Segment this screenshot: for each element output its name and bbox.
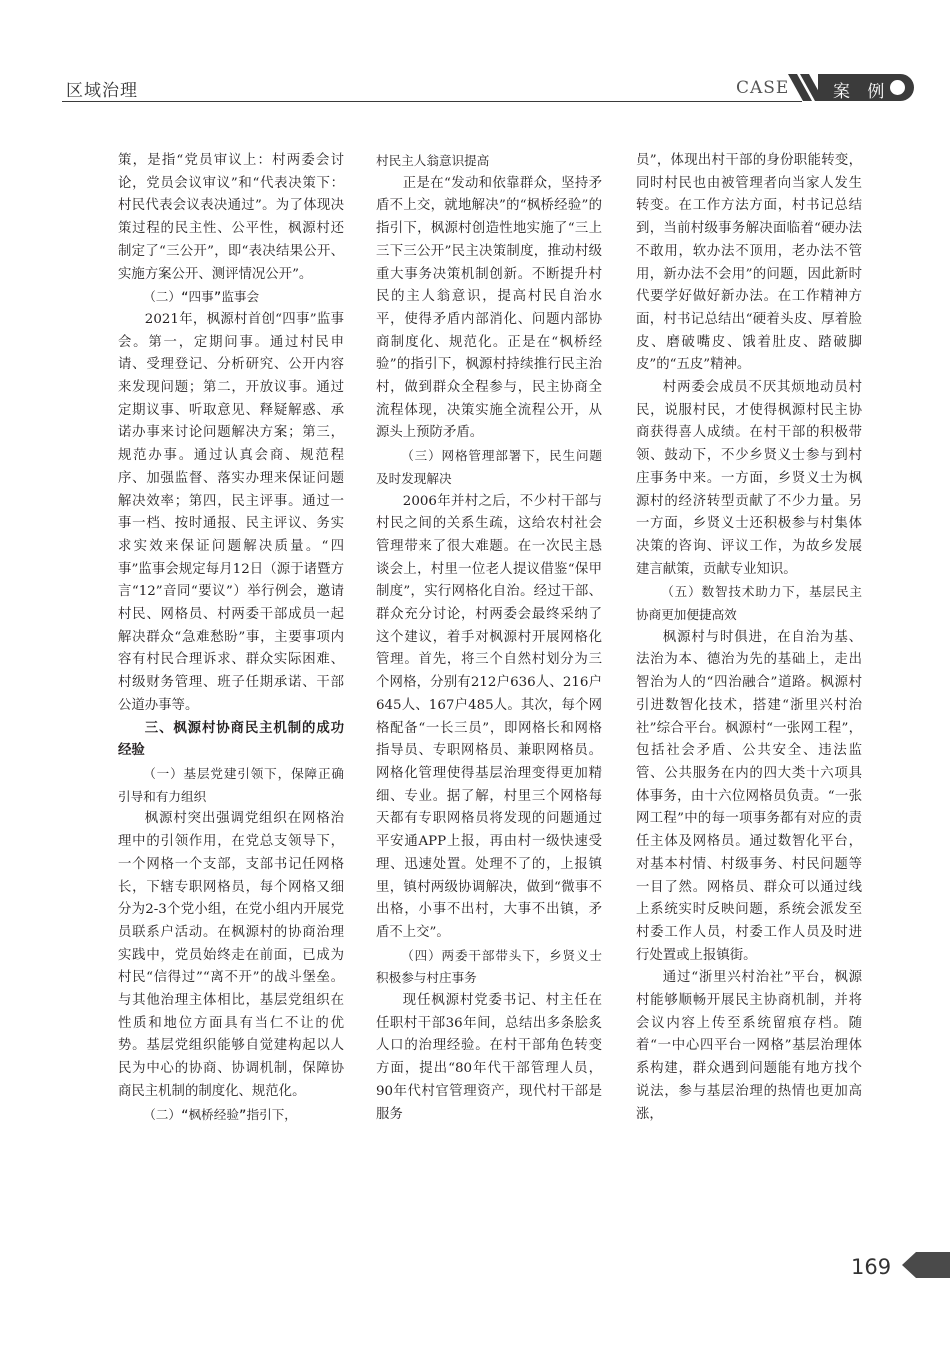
section-label: 区域治理 bbox=[66, 81, 138, 101]
page-number: 169 bbox=[851, 1255, 892, 1279]
subsection-heading: （一）基层党建引领下，保障正确引导和有力组织 bbox=[118, 765, 344, 804]
body-paragraph: 枫源村突出强调党组织在网格治理中的引领作用，在党总支领导下，一个网格一个支部，支部书记任网格长，下辖专职网格员，每个网格又细分为2-3个党小组，在党小组内开展党员联系户活动。在枫源村的协商治理实践中，党员始终走在前面，已成为村民“信得过”“离不开”的战斗堡垒。与其他治理主体相比，基层党组织在性质和地位方面具有当仁不让的优势。基层党组织能够自觉建构起以人民为中心的协商、协调机制，保障协商民主机制的制度化、规范化。 bbox=[118, 811, 344, 1099]
page-tab-icon bbox=[902, 1252, 950, 1278]
subsection-heading: （三）网格管理部署下，民生问题及时发现解决 bbox=[376, 448, 602, 486]
header-rule bbox=[62, 101, 802, 102]
article-column-2 bbox=[376, 150, 602, 1126]
article-column-1 bbox=[118, 150, 344, 1126]
body-paragraph: 2006年并村之后，不少村干部与村民之间的关系生疏，这给农村社会管理带来了很大难题。在一次民主恳谈会上，村里一位老人提议借鉴“保甲制度”，实行网格化自治。经过干部、群众充分讨论，村两委会最终采纳了这个建议，着手对枫源村开展网格化管理。首先，将三个自然村划分为三个网格，分别有212户636人、216户645人、167户485人。其次，每个网格配备“一长三员”，即网格长和网格指导员、专职网格员、兼职网格员。网格化管理使得基层治理变得更加精细、专业。据了解，村里三个网格每天都有专职网格员将发现的问题通过平安通APP上报，再由村一级快速受理、迅速处置。处理不了的，上报镇里，镇村两级协调解决，做到“微事不出格，小事不出村，大事不出镇，矛盾不上交”。 bbox=[376, 493, 602, 940]
subsection-heading: 村民主人翁意识提高 bbox=[376, 153, 490, 168]
subsection-heading: （二）“四事”监事会 bbox=[143, 289, 260, 305]
body-paragraph: 村两委会成员不厌其烦地动员村民，说服村民，才使得枫源村民主协商获得喜人成绩。在村干部的积极带领、鼓动下，不少乡贤义士参与到村庄事务中来。一方面，乡贤义士为枫源村的经济转型贡献了不少力量。另一方面，乡贤义士还积极参与村集体决策的咨询、评议工作，为故乡发展建言献策，贡献专业知识。 bbox=[636, 380, 862, 577]
body-paragraph: 员”，体现出村干部的身份职能转变，同时村民也由被管理者向当家人发生转变。在工作方法方面，村书记总结到，当前村级事务解决面临着“硬办法不敢用，软办法不顶用，老办法不管用，新办法不会用”的问题，因此新时代要学好做好新办法。在工作精神方面，村书记总结出“硬着头皮、厚着脸皮、磨破嘴皮、饿着肚皮、踏破脚皮”的“五皮”精神。 bbox=[636, 153, 862, 373]
case-label-cn: 案 例 bbox=[833, 82, 891, 102]
body-paragraph: 现任枫源村党委书记、村主任在任职村干部36年间，总结出多条脍炙人口的治理经验。在村干部角色转变方面，提出“80年代干部管理人员，90年代村官管理资产，现代村干部是服务 bbox=[376, 993, 602, 1122]
body-paragraph: 策，是指“党员审议上：村两委会讨论，党员会议审议”和“代表决策下：村民代表会议表决通过”。为了体现决策过程的民主性、公平性，枫源村还制定了“三公开”，即“表决结果公开、实施方案公开、测评情况公开”。 bbox=[118, 153, 344, 282]
section-heading: 三、枫源村协商民主机制的成功经验 bbox=[118, 720, 344, 759]
subsection-heading: （二）“枫桥经验”指引下， bbox=[143, 1106, 297, 1122]
case-label-en: CASE bbox=[736, 78, 790, 98]
body-paragraph: 2021年，枫源村首创“四事”监事会。第一，定期问事。通过村民申请、受理登记、分析研究、公开内容来发现问题；第二，开放议事。通过定期议事、听取意见、释疑解惑、承诺办事来讨论问题解决方案；第三，规范办事。通过认真会商、规范程序、加强监督、落实办理来保证问题解决效率；第四，民主评事。通过一事一档、按时通报、民主评议、务实求实效来保证问题解决质量。“四事”监事会规定每月12日（源于诸暨方言“12”音同“要议”）举行例会，邀请村民、网格员、村两委干部成员一起解决群众“急难愁盼”事，主要事项内容有村民合理诉求、群众实际困难、村级财务管理、班子任期承诺、干部公道办事等。 bbox=[118, 311, 344, 713]
article-column-3 bbox=[636, 150, 862, 1126]
subsection-heading: （五）数智技术助力下，基层民主协商更加便捷高效 bbox=[636, 584, 862, 623]
case-dot-icon bbox=[890, 80, 905, 95]
body-paragraph: 正是在“发动和依靠群众，坚持矛盾不上交，就地解决”的“枫桥经验”的指引下，枫源村创造性地实施了“三上三下三公开”民主决策制度，推动村级重大事务决策机制创新。不断提升村民的主人翁意识，提高村民自治水平，使得矛盾内部消化、问题内部协商制度化、规范化。正是在“枫桥经验”的指引下，枫源村持续推行民主治村，做到群众全程参与，民主协商全流程体现，决策实施全流程公开，从源头上预防矛盾。 bbox=[376, 175, 602, 441]
subsection-heading: （四）两委干部带头下，乡贤义士积极参与村庄事务 bbox=[376, 947, 602, 986]
body-paragraph: 通过“浙里兴村治社”平台，枫源村能够顺畅开展民主协商机制，并将会议内容上传至系统留痕存档。随着“一中心四平台一网格”基层治理体系构建，群众遇到问题能有地方找个说法，参与基层治理的热情也更加高涨， bbox=[636, 970, 862, 1122]
body-paragraph: 枫源村与时俱进，在自治为基、法治为本、德治为先的基础上，走出智治为人的“四治融合”道路。枫源村引进数智化技术，搭建“浙里兴村治社”综合平台。枫源村“一张网工程”，包括社会矛盾、公共安全、违法监管、公共服务在内的四大类十六项具体事务，由十六位网格员负责。“一张网工程”中的每一项事务都有对应的责任主体及网格员。通过数智化平台，对基本村情、村级事务、村民问题等一目了然。网格员、群众可以通过线上系统实时反映问题，系统会派发至村委工作人员，村委工作人员及时进行处置或上报镇街。 bbox=[636, 629, 862, 963]
